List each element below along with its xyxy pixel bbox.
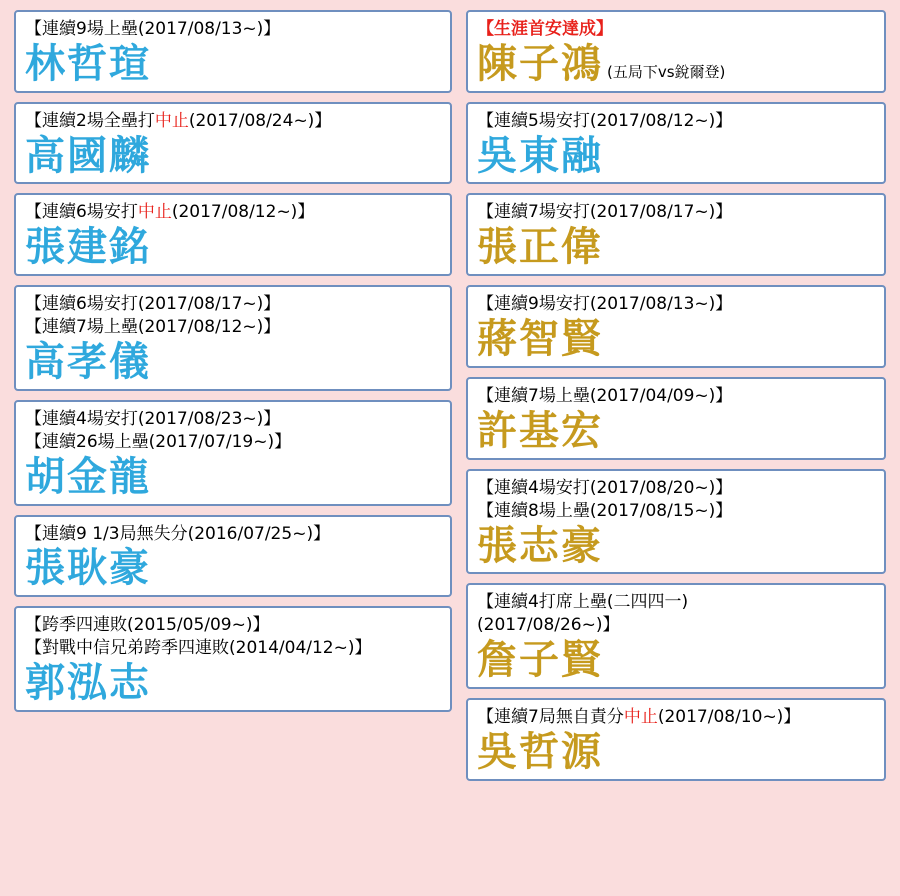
streak-note — [25, 637, 441, 660]
player-card — [466, 469, 886, 575]
player-name: 蔣智賢 — [477, 316, 603, 363]
note-text: (2017/08/26~)】 — [477, 615, 620, 636]
note-text-tail: (2017/08/24~)】 — [188, 110, 332, 131]
note-stop-marker: 中止 — [623, 707, 658, 728]
note-list — [25, 201, 441, 224]
player-card — [14, 193, 452, 276]
note-list — [25, 408, 441, 454]
player-name-subnote: (五局下vs銳爾登) — [607, 62, 726, 81]
player-card — [466, 10, 886, 93]
streak-note — [477, 614, 875, 637]
player-name-row — [477, 638, 875, 683]
note-list — [477, 201, 875, 224]
player-name-row — [25, 225, 441, 270]
player-name: 張耿豪 — [25, 545, 151, 592]
player-name: 詹子賢 — [477, 637, 603, 684]
note-stop-marker: 中止 — [137, 202, 172, 223]
player-name: 高孝儀 — [25, 339, 151, 386]
streak-note — [477, 201, 875, 224]
player-card — [466, 285, 886, 368]
note-list — [477, 706, 875, 729]
player-card — [466, 377, 886, 460]
player-name-row — [477, 134, 875, 179]
player-name-row — [477, 225, 875, 270]
player-card — [14, 102, 452, 185]
player-name: 胡金龍 — [25, 453, 151, 500]
player-name-row — [477, 524, 875, 569]
note-list — [25, 523, 441, 546]
note-text: 【連續8場上壘(2017/08/15~)】 — [477, 500, 733, 521]
note-text: 【連續5場安打(2017/08/12~)】 — [477, 110, 733, 131]
streak-note — [25, 18, 441, 41]
note-list — [25, 293, 441, 339]
note-text: 【連續6場安打 — [25, 202, 138, 223]
note-list — [477, 18, 875, 41]
player-name-row — [477, 730, 875, 775]
streak-note — [25, 110, 441, 133]
note-list — [25, 614, 441, 660]
player-name-row — [25, 340, 441, 385]
streak-note — [477, 18, 875, 41]
note-text-tail: (2017/08/10~)】 — [657, 707, 801, 728]
note-text: 【連續7場上壘(2017/04/09~)】 — [477, 385, 733, 406]
note-text: 【連續2場全壘打 — [25, 110, 155, 131]
note-stop-marker: 中止 — [154, 110, 189, 131]
streak-note — [477, 706, 875, 729]
player-name: 吳東融 — [477, 132, 603, 179]
player-name-row — [25, 661, 441, 706]
note-text: 【連續4場安打(2017/08/23~)】 — [25, 408, 281, 429]
note-text: 【連續4打席上壘(二四四一) — [477, 592, 689, 613]
streak-note — [477, 385, 875, 408]
note-text: 【連續7場安打(2017/08/17~)】 — [477, 202, 733, 223]
note-list — [477, 110, 875, 133]
note-text: 【連續7局無自責分 — [477, 707, 624, 728]
streak-note — [477, 293, 875, 316]
streak-note — [25, 614, 441, 637]
player-name: 陳子鴻 — [477, 40, 603, 87]
player-name: 張正偉 — [477, 224, 603, 271]
note-list — [477, 293, 875, 316]
player-name-row — [477, 409, 875, 454]
note-text: 【連續9場上壘(2017/08/13~)】 — [25, 19, 281, 39]
streak-note — [477, 500, 875, 523]
note-text: 【連續9場安打(2017/08/13~)】 — [477, 294, 733, 315]
note-list — [477, 591, 875, 637]
streak-note — [477, 110, 875, 133]
note-text: 【生涯首安達成】 — [477, 19, 613, 39]
player-card — [14, 400, 452, 506]
player-name-row — [477, 317, 875, 362]
note-text: 【連續4場安打(2017/08/20~)】 — [477, 477, 733, 498]
player-card — [466, 583, 886, 689]
player-name: 張建銘 — [25, 224, 151, 271]
note-text: 【對戰中信兄弟跨季四連敗(2014/04/12~)】 — [25, 638, 372, 659]
player-name-row — [25, 546, 441, 591]
streak-note — [25, 201, 441, 224]
note-text: 【連續7場上壘(2017/08/12~)】 — [25, 317, 281, 338]
streak-note — [25, 523, 441, 546]
player-name: 張志豪 — [477, 522, 603, 569]
player-name-row — [25, 134, 441, 179]
note-text: 【跨季四連敗(2015/05/09~)】 — [25, 615, 270, 636]
player-name: 吳哲源 — [477, 728, 603, 775]
player-name: 林哲瑄 — [25, 40, 151, 87]
streak-note — [25, 316, 441, 339]
note-text: 【連續6場安打(2017/08/17~)】 — [25, 294, 281, 315]
player-name: 許基宏 — [477, 407, 603, 454]
note-list — [25, 18, 441, 41]
player-name-row — [25, 455, 441, 500]
player-card — [14, 285, 452, 391]
player-card — [14, 515, 452, 598]
right-column — [466, 10, 886, 781]
player-name-row — [477, 42, 875, 87]
player-card — [466, 193, 886, 276]
streak-note — [25, 431, 441, 454]
streak-note — [477, 477, 875, 500]
left-column — [14, 10, 452, 712]
streak-note — [477, 591, 875, 614]
note-list — [477, 385, 875, 408]
player-card — [14, 606, 452, 712]
note-text: 【連續26場上壘(2017/07/19~)】 — [25, 431, 292, 452]
player-card — [466, 102, 886, 185]
player-card — [466, 698, 886, 781]
note-text-tail: (2017/08/12~)】 — [171, 202, 315, 223]
note-list — [25, 110, 441, 133]
streak-note — [25, 293, 441, 316]
player-card — [14, 10, 452, 93]
player-name-row — [25, 42, 441, 87]
streak-note — [25, 408, 441, 431]
player-name: 高國麟 — [25, 132, 151, 179]
note-text: 【連續9 1/3局無失分(2016/07/25~)】 — [25, 523, 331, 544]
player-name: 郭泓志 — [25, 660, 151, 707]
note-list — [477, 477, 875, 523]
